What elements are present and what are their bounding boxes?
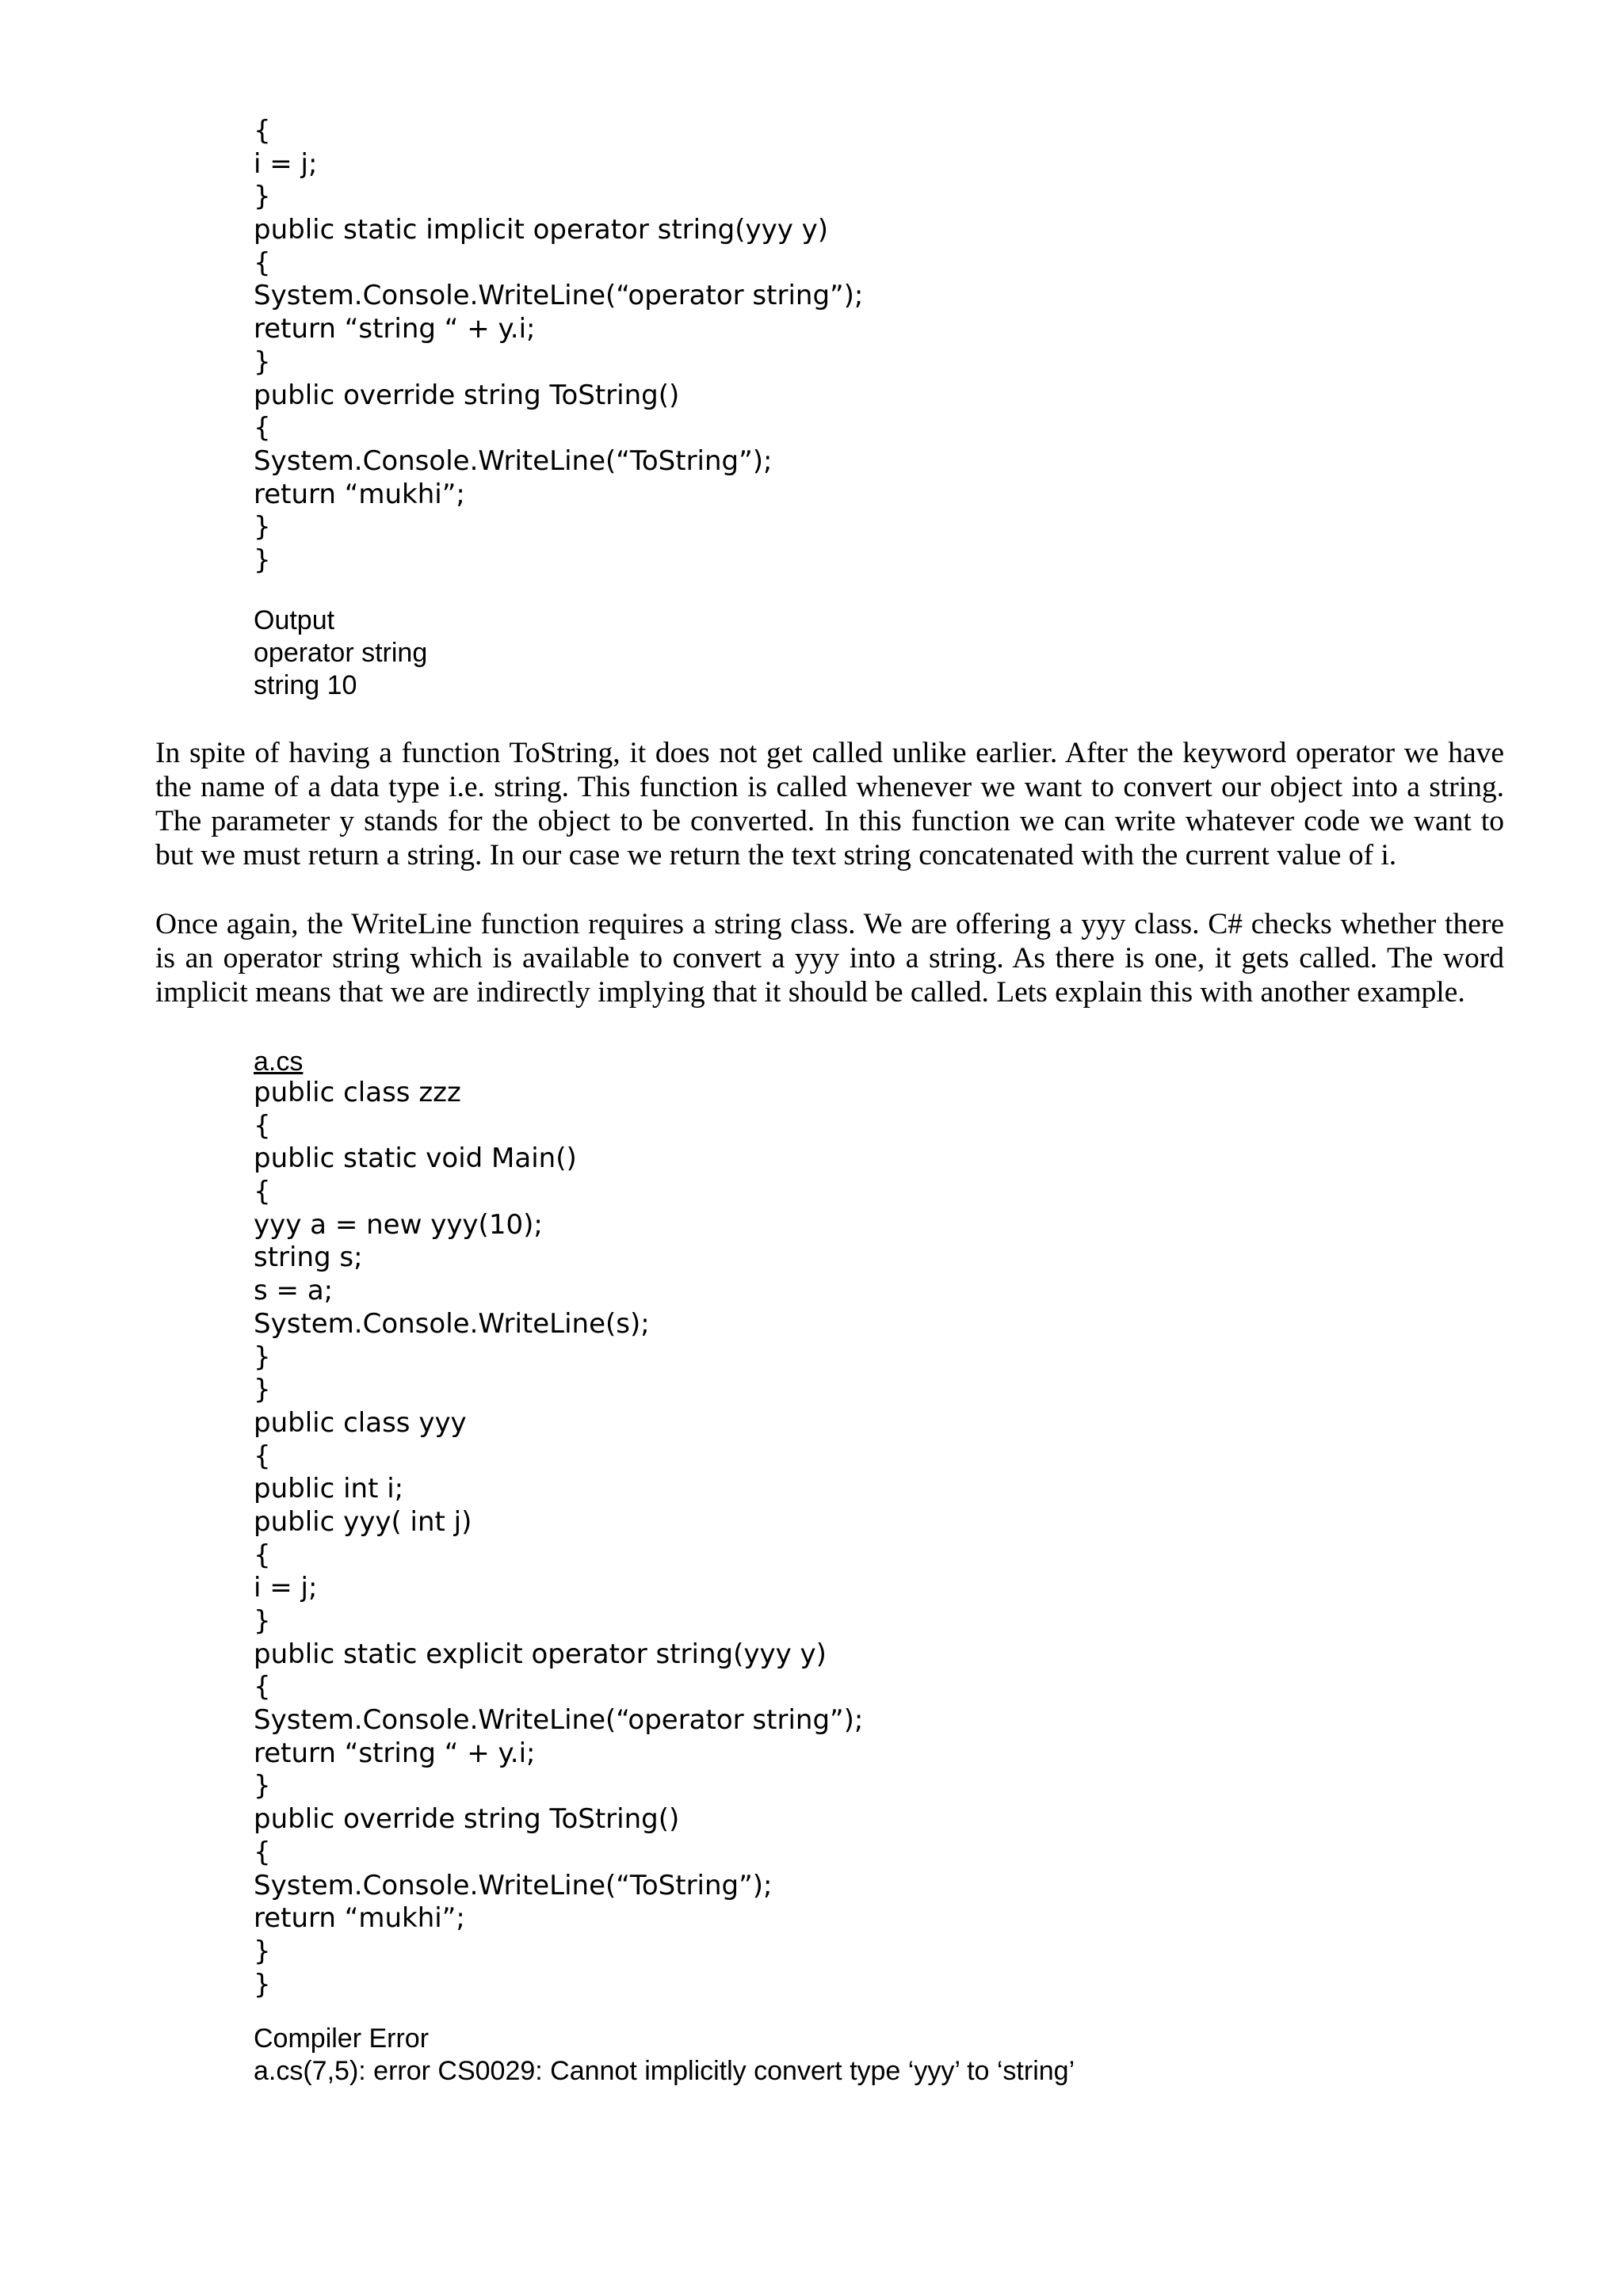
code-line: { — [254, 412, 271, 444]
code-line: public override string ToString() — [254, 1803, 680, 1836]
code-line: } — [254, 1770, 271, 1802]
output-line: operator string — [254, 638, 428, 668]
code-line: return “mukhi”; — [254, 1902, 465, 1935]
program-output — [254, 605, 427, 702]
code-line: System.Console.WriteLine(“ToString”); — [254, 444, 773, 477]
code-line: { — [254, 1836, 271, 1868]
code-line: public int i; — [254, 1473, 404, 1505]
code-line: System.Console.WriteLine(“operator string”); — [254, 1704, 864, 1737]
code-listing-a-cs — [254, 1077, 863, 2001]
code-line: i = j; — [254, 147, 318, 180]
code-line: return “string “ + y.i; — [254, 1737, 536, 1769]
code-line: } — [254, 1968, 271, 2000]
compiler-error-output — [254, 2023, 1075, 2088]
code-line: i = j; — [254, 1572, 318, 1604]
code-line: } — [254, 511, 271, 543]
code-line: } — [254, 1935, 271, 1967]
code-line: { — [254, 1671, 271, 1703]
code-line: } — [254, 181, 271, 213]
code-listing-continued — [254, 115, 863, 578]
error-line: a.cs(7,5): error CS0029: Cannot implicitly convert type ‘yyy’ to ‘string’ — [254, 2056, 1075, 2086]
output-line: Output — [254, 605, 335, 635]
code-line: { — [254, 1109, 271, 1142]
code-line: { — [254, 115, 271, 147]
code-line: } — [254, 345, 271, 378]
output-line: string 10 — [254, 670, 357, 700]
file-name-heading — [254, 1046, 303, 1078]
code-line: public static explicit operator string(yyy y) — [254, 1638, 827, 1670]
code-line: } — [254, 1374, 271, 1406]
code-line: } — [254, 1341, 271, 1373]
code-line: } — [254, 1605, 271, 1637]
code-line: System.Console.WriteLine(“operator string”); — [254, 280, 864, 312]
code-line: System.Console.WriteLine(“ToString”); — [254, 1869, 773, 1901]
code-line: public class zzz — [254, 1077, 461, 1108]
error-line: Compiler Error — [254, 2023, 430, 2054]
code-line: public yyy( int j) — [254, 1505, 472, 1538]
code-line: { — [254, 246, 271, 279]
code-line: string s; — [254, 1241, 363, 1274]
code-line: System.Console.WriteLine(s); — [254, 1307, 650, 1340]
paragraph-implicit-explanation: Once again, the WriteLine function requires a string class. We are offering a yyy class. C# checks whether there is an operator string which is available to convert a yyy into a string. As there is one, it gets called. The word implicit means that we are indirectly implying that it should be called. Lets explain this with another example. — [155, 908, 1504, 1009]
code-line: public static implicit operator string(yyy y) — [254, 214, 829, 246]
file-name: a.cs — [254, 1047, 304, 1077]
code-line: { — [254, 1539, 271, 1571]
code-line: public class yyy — [254, 1406, 467, 1439]
code-line: return “string “ + y.i; — [254, 313, 536, 345]
code-line: public override string ToString() — [254, 379, 680, 411]
paragraph-tostring-explanation: In spite of having a function ToString, it does not get called unlike earlier. After the keyword operator we have the name of a data type i.e. string. This function is called whenever we want to convert our object into a string. The parameter y stands for the object to be converted. In this function we can write whatever code we want to but we must return a string. In our case we return the text string concatenated with the current value of i. — [155, 737, 1504, 871]
code-line: s = a; — [254, 1275, 334, 1307]
code-line: { — [254, 1440, 271, 1472]
code-line: } — [254, 543, 271, 576]
code-line: yyy a = new yyy(10); — [254, 1208, 543, 1241]
code-line: { — [254, 1176, 271, 1208]
code-line: return “mukhi”; — [254, 478, 465, 510]
code-line: public static void Main() — [254, 1142, 577, 1175]
